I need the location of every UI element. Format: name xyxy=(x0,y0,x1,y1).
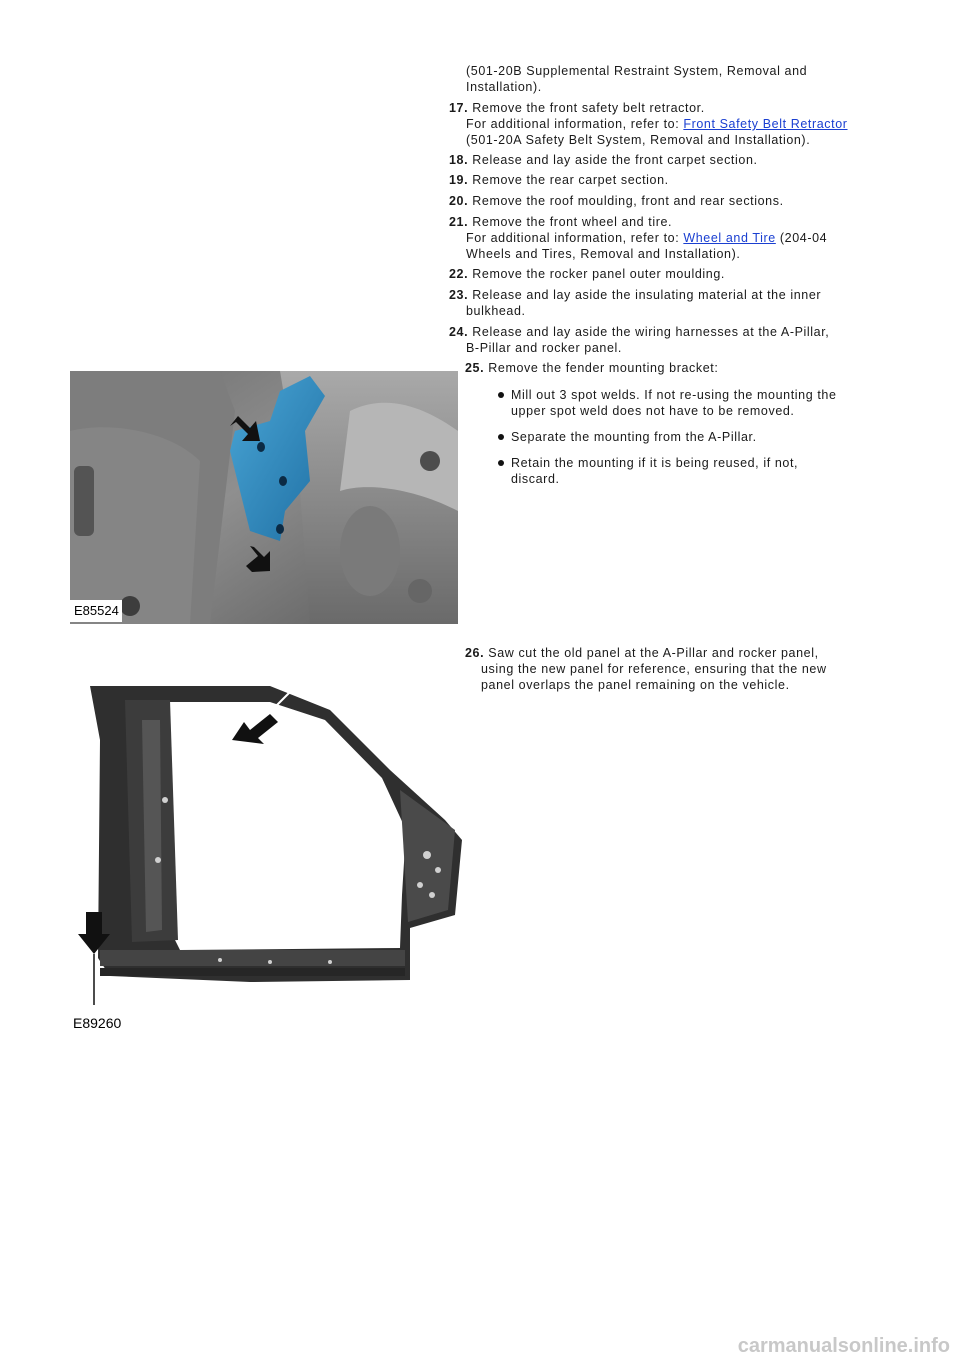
figure-label: E89260 xyxy=(70,1015,124,1031)
step-25 xyxy=(465,360,718,376)
bullet-icon xyxy=(498,392,504,398)
step-26-line-3: panel overlaps the panel remaining on the vehicle. xyxy=(481,678,790,692)
step-number: 24. xyxy=(449,325,469,339)
body-side-panel-figure xyxy=(70,680,465,1035)
bullet-item xyxy=(511,387,837,419)
bullet-text-line-1: Retain the mounting if it is being reused, if not, xyxy=(511,456,799,470)
step-26-line-2: using the new panel for reference, ensuring that the new xyxy=(481,662,827,676)
bullet-text-line-1: Mill out 3 spot welds. If not re-using the mounting the xyxy=(511,388,837,402)
step-number: 26. xyxy=(465,646,485,660)
front-safety-belt-retractor-link[interactable]: Front Safety Belt Retractor xyxy=(683,117,848,131)
intro-line-1: (501-20B Supplemental Restraint System, Removal and xyxy=(466,64,808,78)
watermark: carmanualsonline.info xyxy=(737,1335,950,1357)
step-24 xyxy=(449,324,829,340)
step-20 xyxy=(449,193,784,209)
step-23 xyxy=(449,287,821,303)
bullet-icon xyxy=(498,434,504,440)
fender-bracket-figure xyxy=(70,371,458,624)
step-21-reference-suffix: Wheels and Tires, Removal and Installation). xyxy=(466,247,741,261)
step-23-line-2: bulkhead. xyxy=(466,304,526,318)
fender-bracket-illustration xyxy=(70,371,458,624)
bullet-icon xyxy=(498,460,504,466)
reference-tail: (204-04 xyxy=(775,231,828,245)
bullet-item xyxy=(511,455,798,487)
body-side-panel-illustration xyxy=(70,680,465,1010)
step-text: Remove the front wheel and tire. xyxy=(472,215,673,229)
step-number: 23. xyxy=(449,288,469,302)
step-18 xyxy=(449,152,758,168)
step-22 xyxy=(449,266,725,282)
step-26 xyxy=(465,645,819,661)
step-number: 19. xyxy=(449,173,469,187)
step-17-reference-suffix: (501-20A Safety Belt System, Removal and Installation). xyxy=(466,133,811,147)
bullet-text-line-2: discard. xyxy=(511,472,560,486)
step-text: Remove the rear carpet section. xyxy=(472,173,669,187)
step-text: Release and lay aside the front carpet section. xyxy=(472,153,758,167)
reference-prefix: For additional information, refer to: xyxy=(466,231,684,245)
step-text: Release and lay aside the insulating material at the inner xyxy=(472,288,822,302)
bullet-text-line-2: upper spot weld does not have to be removed. xyxy=(511,404,795,418)
step-21-reference xyxy=(466,230,827,246)
step-number: 20. xyxy=(449,194,469,208)
bullet-text-line-1: Separate the mounting from the A-Pillar. xyxy=(511,430,757,444)
bullet-item xyxy=(511,429,757,445)
step-text: Remove the fender mounting bracket: xyxy=(488,361,719,375)
step-text: Saw cut the old panel at the A-Pillar and rocker panel, xyxy=(488,646,819,660)
step-text: Remove the front safety belt retractor. xyxy=(472,101,705,115)
step-number: 17. xyxy=(449,101,469,115)
step-text: Remove the rocker panel outer moulding. xyxy=(472,267,725,281)
step-17 xyxy=(449,100,705,116)
step-number: 21. xyxy=(449,215,469,229)
step-number: 25. xyxy=(465,361,485,375)
step-number: 18. xyxy=(449,153,469,167)
reference-prefix: For additional information, refer to: xyxy=(466,117,684,131)
wheel-and-tire-link[interactable]: Wheel and Tire xyxy=(683,231,776,245)
step-24-line-2: B-Pillar and rocker panel. xyxy=(466,341,622,355)
step-text: Release and lay aside the wiring harnesses at the A-Pillar, xyxy=(472,325,830,339)
step-21 xyxy=(449,214,672,230)
intro-line-2: Installation). xyxy=(466,80,542,94)
step-17-reference xyxy=(466,116,848,132)
figure-label: E85524 xyxy=(71,603,122,619)
step-19 xyxy=(449,172,669,188)
step-text: Remove the roof moulding, front and rear sections. xyxy=(472,194,784,208)
step-number: 22. xyxy=(449,267,469,281)
